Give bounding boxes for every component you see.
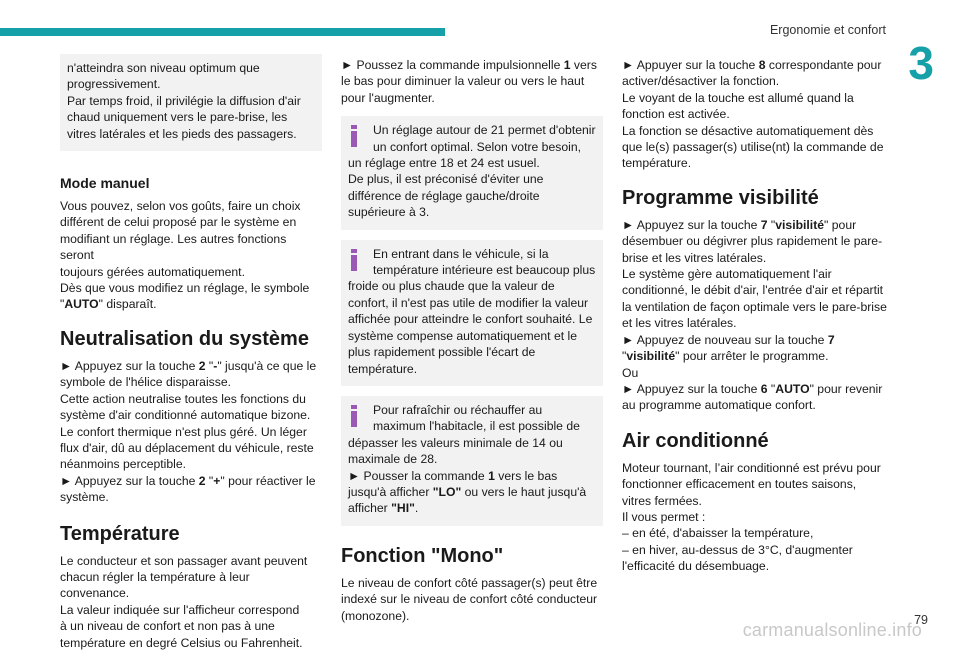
text-line: Ou [622, 365, 639, 380]
text-line: que le(s) passager(s) utilise(nt) la commande de [622, 140, 884, 155]
text-line: Moteur tournant, l’air conditionné est prévu pour [622, 460, 881, 475]
column-1 [60, 54, 322, 651]
heading-neutralisation: Neutralisation du système [60, 327, 309, 350]
text-line: fonction est activée. [622, 107, 730, 122]
section-title: Ergonomie et confort [769, 23, 886, 37]
text-line: toujours gérées automatiquement. [60, 264, 245, 279]
instruction-line: ► Appuyer sur la touche 8 correspondante pour [622, 58, 882, 72]
text-line: système. [60, 490, 109, 505]
text-line: "visibilité" pour arrêter le programme. [622, 349, 829, 364]
note-line: dépasser les valeurs minimale de 14 ou [348, 435, 563, 450]
heading-programme-visibilite: Programme visibilité [622, 186, 819, 209]
text-line: la ventilation de façon optimale vers le pare-brise [622, 299, 887, 314]
text-line: activer/désactiver la fonction. [622, 74, 780, 89]
note-line: afficher "HI". [348, 501, 419, 516]
text-line: Il vous permet : [622, 509, 706, 524]
info-box-min-max [341, 396, 603, 526]
text-line: fonctionner efficacement en toutes saisons, [622, 477, 857, 492]
text-line: – en hiver, au-dessus de 3°C, d'augmenter [622, 542, 853, 557]
text-line: système d'air conditionné automatique bizone. [60, 408, 311, 423]
text-line: modifiant un réglage. Les autres fonctions seront [60, 231, 287, 263]
heading-air-conditionne: Air conditionné [622, 429, 769, 452]
note-line: température. [348, 361, 418, 376]
note-line: confort, il n'est pas utile de modifier la valeur [348, 295, 589, 310]
watermark: carmanualsonline.info [742, 620, 922, 640]
text-line: flux d'air, dû au déplacement du véhicule, reste [60, 440, 314, 455]
info-box-reglage [341, 116, 603, 229]
text-line: La valeur indiquée sur l'afficheur correspond [60, 602, 300, 617]
note-line: vitres latérales et les pieds des passagers. [67, 126, 297, 141]
note-line: maximale de 28. [348, 452, 438, 467]
note-line: froide ou plus chaude que la valeur de [348, 279, 555, 294]
chapter-number: 3 [908, 37, 934, 89]
text-line: Le conducteur et son passager avant peuvent [60, 553, 308, 568]
info-icon [351, 405, 357, 427]
column-3 [622, 57, 888, 575]
note-line: système compense automatiquement et le [348, 328, 577, 343]
note-line: plus rapidement possible l'écart de [348, 345, 536, 360]
info-icon [351, 125, 357, 147]
text-line: néanmoins perceptible. [60, 457, 187, 472]
text-line: symbole de l'hélice disparaisse. [60, 375, 232, 390]
instruction-line: ► Poussez la commande impulsionnelle 1 vers [341, 58, 597, 72]
note-line: Un réglage autour de 21 permet d'obtenir [373, 123, 596, 138]
info-box-entree-vehicule [341, 240, 603, 386]
note-line: ► Pousser la commande 1 vers le bas [348, 468, 558, 483]
text-line: Le confort thermique n'est plus géré. Un léger [60, 424, 307, 439]
text-line: l'efficacité du désembuage. [622, 559, 770, 574]
text-line: température en degré Celsius ou Fahrenheit. [60, 635, 303, 650]
text-line: Le niveau de confort côté passager(s) peut être [341, 575, 598, 590]
text-line: différent de celui proposé par le système en [60, 215, 297, 230]
note-line: température intérieure est beaucoup plus [373, 263, 596, 278]
text-line: au programme automatique confort. [622, 398, 816, 413]
instruction-line: ► Appuyez sur la touche 6 "AUTO" pour revenir [622, 381, 883, 396]
header-accent-bar [0, 28, 445, 36]
text-line: le bas pour diminuer la valeur ou vers le haut [341, 74, 585, 89]
text-line: indexé sur le niveau de confort côté conducteur [341, 592, 598, 607]
note-line: un réglage entre 18 et 24 est usuel. [348, 156, 540, 171]
text-line: Cette action neutralise toutes les fonctions du [60, 391, 306, 406]
text-line: – en été, d'abaisser la température, [622, 526, 814, 541]
note-line: supérieure à 3. [348, 205, 430, 220]
heading-fonction-mono: Fonction "Mono" [341, 544, 504, 567]
note-line: affichée pour atteindre le confort souhaité. Le [348, 312, 593, 327]
text-line: brise et les vitres latérales. [622, 250, 767, 265]
text-line: vitres fermées. [622, 493, 702, 508]
column-2 [341, 57, 603, 624]
text-line: La fonction se désactive automatiquement dès [622, 123, 874, 138]
instruction-line: ► Appuyez sur la touche 2 "+" pour réactiver le [60, 473, 316, 488]
note-line: chaud uniquement vers le pare-brise, les [67, 110, 288, 125]
page-number: 79 [914, 613, 928, 627]
heading-temperature: Température [60, 522, 180, 545]
note-line: un confort optimal. Selon votre besoin, [373, 139, 581, 154]
text-line: désembuer ou dégivrer plus rapidement le pare- [622, 234, 883, 249]
text-line: chacun régler la température à leur convenance. [60, 569, 250, 601]
heading-mode-manuel: Mode manuel [60, 175, 150, 192]
note-line: n'atteindra son niveau optimum que [67, 61, 260, 75]
note-line: En entrant dans le véhicule, si la [373, 246, 549, 261]
text-line: (monozone). [341, 608, 410, 623]
instruction-line: ► Appuyez de nouveau sur la touche 7 [622, 332, 835, 347]
note-line: Par temps froid, il privilégie la diffusion d'air [67, 93, 301, 108]
text-line: "AUTO" disparaît. [60, 297, 157, 312]
note-line: différence de réglage gauche/droite [348, 188, 540, 203]
note-line: jusqu'à afficher "LO" ou vers le haut jusqu'à [348, 484, 587, 499]
text-line: Vous pouvez, selon vos goûts, faire un choix [60, 199, 301, 214]
text-line: Dès que vous modifiez un réglage, le symbole [60, 281, 310, 296]
text-line: Le système gère automatiquement l'air [622, 267, 832, 282]
text-line: pour l'augmenter. [341, 90, 435, 105]
text-line: à un niveau de confort et non pas à une [60, 619, 275, 634]
text-line: conditionné, le débit d'air, l'entrée d'air et répartit [622, 283, 884, 298]
continued-note-box [60, 54, 322, 151]
info-icon [351, 249, 357, 271]
note-line: progressivement. [67, 77, 161, 92]
text-line: et les vitres latérales. [622, 316, 737, 331]
instruction-line: ► Appuyez sur la touche 7 "visibilité" pour [622, 217, 857, 232]
note-line: De plus, il est préconisé d'éviter une [348, 172, 544, 187]
text-line: température. [622, 156, 692, 171]
note-line: maximum l'habitacle, il est possible de [373, 419, 580, 434]
instruction-line: ► Appuyez sur la touche 2 "-" jusqu'à ce que le [60, 358, 317, 373]
note-line: Pour rafraîchir ou réchauffer au [373, 402, 543, 417]
text-line: Le voyant de la touche est allumé quand la [622, 90, 854, 105]
